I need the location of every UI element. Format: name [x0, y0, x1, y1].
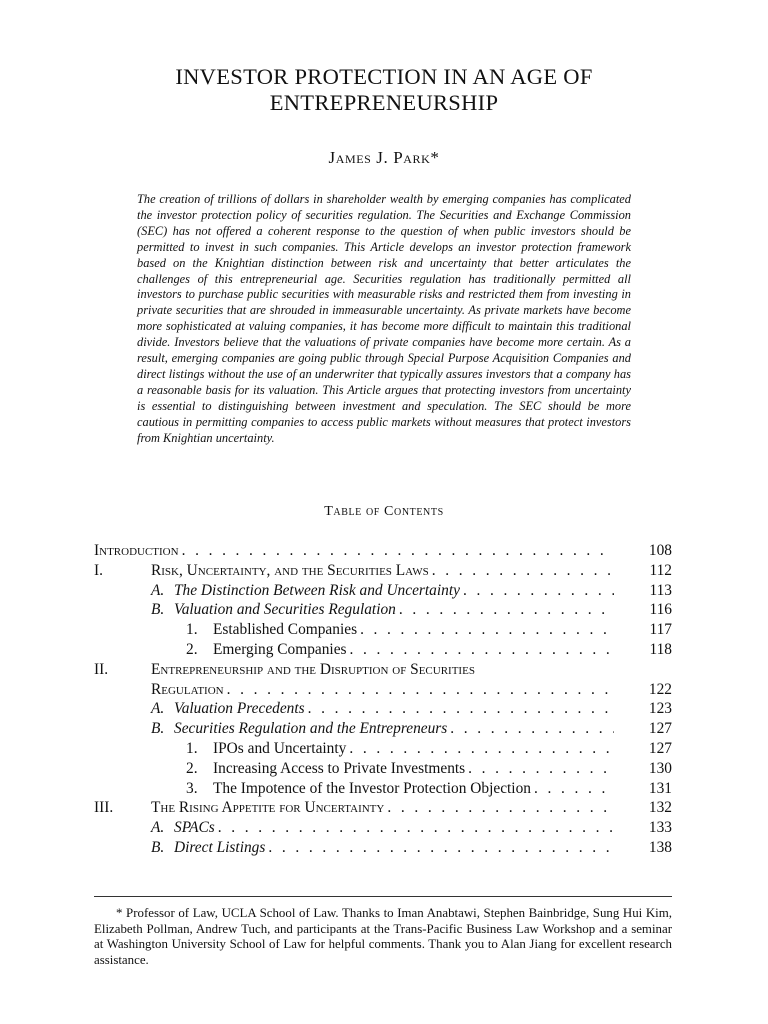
toc-entry-label: Direct Listings [174, 838, 266, 856]
dot-leader [179, 541, 614, 561]
toc-entry-label: Increasing Access to Private Investments [213, 759, 466, 777]
toc-entry-label: The Rising Appetite for Uncertainty [151, 799, 385, 817]
article-title [0, 64, 768, 116]
toc-entry-page: 112 [649, 561, 672, 579]
toc-entry-2b1[interactable] [94, 739, 672, 759]
dot-leader [346, 739, 614, 759]
toc-entry-number: 2. [186, 759, 198, 777]
toc-entry-number: 1. [186, 739, 198, 757]
toc-entry-number: A. [151, 581, 165, 599]
toc-heading: Table of Contents [324, 504, 444, 519]
toc-entry-number: 3. [186, 779, 198, 797]
toc-entry-1a[interactable] [94, 581, 672, 601]
toc-entry-1b1[interactable] [94, 620, 672, 640]
table-of-contents [94, 541, 672, 858]
toc-entry-page: 131 [648, 779, 672, 797]
toc-entry-page: 122 [648, 680, 672, 698]
toc-entry-label: SPACs [174, 819, 215, 837]
author-name: James J. Park* [328, 148, 440, 167]
toc-entry-label: Introduction [94, 542, 179, 559]
dot-leader [429, 561, 614, 581]
toc-entry-number: 1. [186, 621, 198, 639]
toc-entry-page: 127 [648, 739, 672, 757]
dot-leader [465, 759, 614, 779]
toc-entry-page: 132 [648, 799, 672, 817]
toc-entry-number: I. [94, 561, 103, 579]
toc-entry-label-cont: Regulation [151, 680, 224, 698]
toc-entry-label: Securities Regulation and the Entrepreneurs [174, 720, 448, 738]
toc-entry-label: Emerging Companies [213, 640, 347, 658]
toc-entry-number: B. [151, 720, 165, 738]
toc-entry-label: Risk, Uncertainty, and the Securities Laws [151, 561, 429, 579]
dot-leader [265, 838, 614, 858]
toc-entry-number: 2. [186, 640, 198, 658]
toc-entry-page: 118 [649, 640, 672, 658]
toc-entry-number: A. [151, 700, 165, 718]
toc-entry-page: 133 [648, 819, 672, 837]
toc-entry-2b2[interactable] [94, 759, 672, 779]
toc-entry-part-1[interactable] [94, 561, 672, 581]
toc-entry-page: 138 [648, 838, 672, 856]
dot-leader [347, 640, 614, 660]
toc-entry-part-3[interactable] [94, 798, 672, 818]
toc-entry-label: Entrepreneurship and the Disruption of Securities [151, 660, 475, 678]
toc-entry-label: The Distinction Between Risk and Uncertainty [174, 581, 460, 599]
toc-entry-number: B. [151, 838, 165, 856]
dot-leader [447, 719, 614, 739]
title-line-2: ENTREPRENEURSHIP [269, 90, 499, 115]
dot-leader [384, 798, 614, 818]
toc-entry-label: Established Companies [213, 621, 358, 639]
author-footnote: * Professor of Law, UCLA School of Law. Thanks to Iman Anabtawi, Stephen Bainbridge, Sung Hui Kim, Elizabeth Pollman, Andrew Tuch, and participants at the Trans-Pacific Business Law Workshop and a seminar at Washington University School of Law for helpful comments. Thank you to Alan Jiang for excellent research assistance. [94, 906, 672, 967]
toc-entry-page: 130 [648, 759, 672, 777]
toc-entry-introduction[interactable] [94, 541, 672, 561]
toc-entry-label: The Impotence of the Investor Protection Objection [213, 779, 531, 797]
toc-entry-label: Valuation and Securities Regulation [174, 601, 396, 619]
toc-entry-part-2[interactable] [94, 660, 672, 680]
toc-entry-page: 113 [649, 581, 672, 599]
toc-entry-number: A. [151, 819, 165, 837]
toc-entry-number: II. [94, 660, 109, 678]
toc-entry-label: Valuation Precedents [174, 700, 305, 718]
toc-entry-page: 127 [648, 720, 672, 738]
dot-leader [460, 581, 614, 601]
toc-entry-page: 108 [648, 542, 672, 559]
toc-entry-page: 116 [649, 601, 672, 619]
toc-entry-number: B. [151, 601, 165, 619]
dot-leader [224, 680, 614, 700]
toc-entry-2b3[interactable] [94, 779, 672, 799]
abstract: The creation of trillions of dollars in shareholder wealth by emerging companies has complicated the investor protection policy of securities regulation. The Securities and Exchange Commission (SEC) has not offered a coherent response to the question of when public investors should be permitted to invest in such companies. This Article develops an investor protection framework based on the Knightian distinction between risk and uncertainty that better articulates the challenges of this entrepreneurial age. Securities regulation has traditionally permitted all investors to purchase public securities with measurable risks and restricted them from investing in private securities that are shrouded in immeasurable uncertainty. As private markets have become more sophisticated at valuing companies, it has become more difficult to maintain this traditional divide. Investors believe that the valuations of private companies have become more certain. As a result, emerging companies are going public through Special Purpose Acquisition Companies and direct listings without the use of an underwriter that typically assures investors that a company has a reasonable basis for its valuation. This Article argues that protecting investors from uncertainty is essential to distinguishing between investment and speculation. The SEC should be more cautious in permitting companies to access public markets without measures that protect investors from Knightian uncertainty. [137, 192, 631, 445]
toc-entry-3b[interactable] [94, 838, 672, 858]
toc-entry-number: III. [94, 799, 114, 817]
toc-entry-page: 123 [648, 700, 672, 718]
title-line-1: INVESTOR PROTECTION IN AN AGE OF [175, 64, 593, 89]
dot-leader [305, 699, 614, 719]
toc-entry-2a[interactable] [94, 699, 672, 719]
footnote-divider [94, 896, 672, 897]
toc-entry-1b2[interactable] [94, 640, 672, 660]
dot-leader [357, 620, 614, 640]
toc-entry-page: 117 [649, 621, 672, 639]
toc-entry-part-2-cont[interactable] [94, 680, 672, 700]
dot-leader [215, 818, 614, 838]
toc-entry-1b[interactable] [94, 600, 672, 620]
dot-leader [531, 779, 614, 799]
toc-entry-2b[interactable] [94, 719, 672, 739]
dot-leader [396, 600, 614, 620]
toc-entry-3a[interactable] [94, 818, 672, 838]
toc-entry-label: IPOs and Uncertainty [213, 739, 347, 757]
